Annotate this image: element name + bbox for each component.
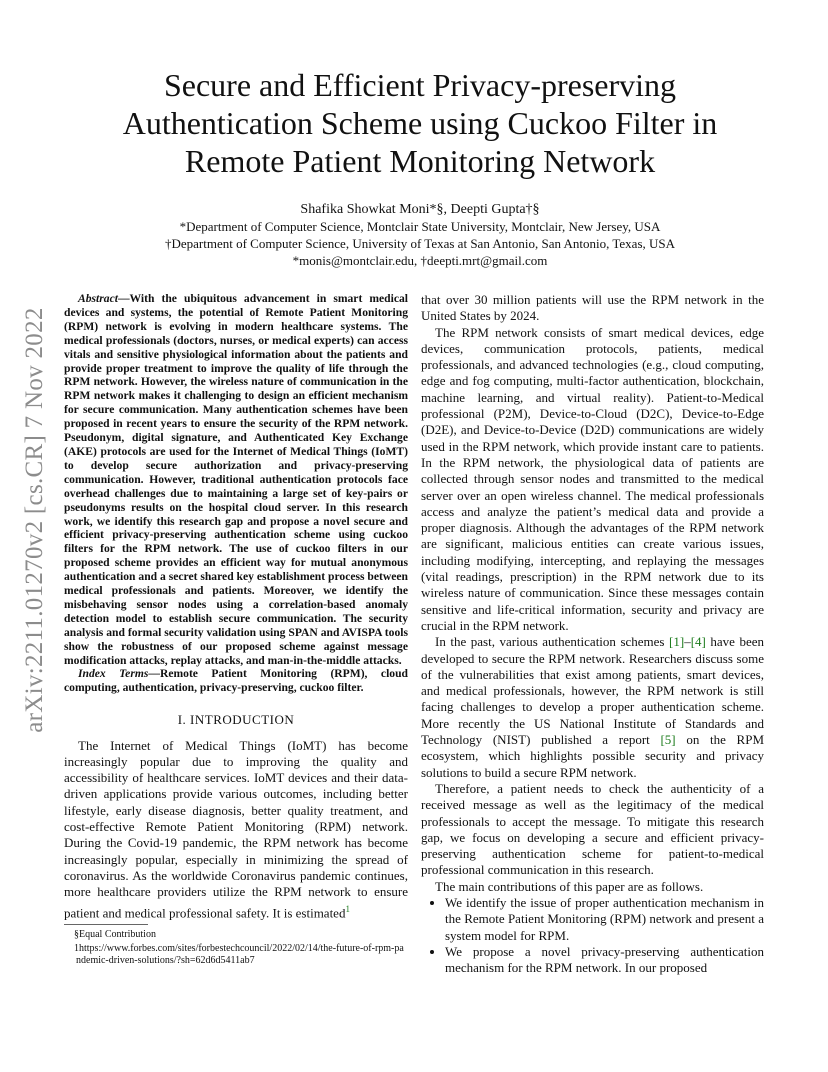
- intro-paragraph-3: [421, 634, 764, 781]
- contributions-intro: The main contributions of this paper are as follows.: [435, 878, 704, 894]
- citation-dash: –: [684, 634, 691, 650]
- affiliation-montclair: *Department of Computer Science, Montclair State University, Montclair, New Jersey, USA: [179, 219, 661, 234]
- authors: Shafika Showkat Moni*§, Deepti Gupta†§: [300, 202, 540, 217]
- footnote-url[interactable]: 1https://www.forbes.com/sites/forbestechcouncil/2022/02/14/the-future-of-rpm-pandemic-driven-solutions/?sh=62d6d5411ab7: [74, 943, 404, 966]
- intro-paragraph-2: The RPM network consists of smart medical devices, edge devices, communication protocols, patients, medical professionals, and advanced technologies (e.g., cloud computing, edge and fog computing, multi-factor authentication, blockchain, machine learning, and virtual reality). Patient-to-Medical professional (P2M), Device-to-Cloud (D2C), Device-to-Edge (D2E), and Device-to-Device (D2D) communications are widely used in the RPM network, which provide instant care to patients. In the RPM network, the physiological data of patients are collected through sensor nodes and transmitted to the medical server over an open wireless channel. The medical professionals access and analyze the patient’s medical data and provide a proper diagnosis. Although the advantages of the RPM network are significant, malicious entities can create various issues, including modifying, intercepting, and replaying the messages (vital readings, prescription) in the RPM network due to its wireless nature of communication. Since these messages contain sensitive and life-critical information, security and privacy are crucial in the RPM network.: [421, 324, 764, 633]
- paper-title: [70, 66, 770, 180]
- para3-text-b: have been developed to secure the RPM network. Researchers discuss some of the vulnerabilities that exist among patients, smart devices, and medical professionals, however, the RPM network is still facing challenges to develop a proper authentication scheme. More recently the US National Institute of Standards and Technology (NIST) published a report: [421, 634, 764, 748]
- abstract: [64, 292, 408, 667]
- para3-text-a: In the past, various authentication schemes: [435, 634, 670, 650]
- title-line-1: Secure and Efficient Privacy-preserving: [163, 67, 677, 103]
- arxiv-id: arXiv:2211.01270v2 [cs.CR] 7 Nov 2022: [21, 307, 48, 733]
- abstract-lead: Abstract: [78, 292, 118, 305]
- citation-5[interactable]: [5]: [660, 732, 676, 748]
- title-line-3: Remote Patient Monitoring Network: [184, 143, 656, 179]
- section-heading-introduction: I. INTRODUCTION: [177, 712, 295, 728]
- footnotes: [64, 924, 408, 969]
- citation-4[interactable]: [4]: [690, 634, 706, 650]
- author-emails: *monis@montclair.edu, †deepti.mrt@gmail.com: [292, 253, 548, 268]
- index-terms: [64, 667, 408, 695]
- title-line-2: Authentication Scheme using Cuckoo Filter in: [122, 105, 718, 141]
- intro-paragraph-1-text: The Internet of Medical Things (IoMT) has become increasingly popular due to improving the quality and accessibility of healthcare services. IoMT devices and their data-driven applications provide various outcomes, including better lifestyle, early disease diagnosis, better quality treatment, and cost-effective Remote Patient Monitoring (RPM) network. During the Covid-19 pandemic, the RPM network has become increasingly popular, especially in minimizing the spread of coronavirus. As the worldwide Coronavirus pandemic continues, more healthcare providers utilize the RPM network to ensure patient and medical professional safety. It is estimated: [64, 737, 408, 920]
- contributions-list: [421, 895, 764, 976]
- abstract-body: —With the ubiquitous advancement in smart medical devices and systems, the potential of Remote Patient Monitoring (RPM) network is evolving in modern healthcare systems. The medical professionals (doctors, nurses, or medical experts) can access vitals and sensitive physiological information about the patients and provide proper treatment to improve the quality of life through the RPM network. However, the wireless nature of communication in the RPM network makes it challenging to design an efficient mechanism for secure communication. Many authentication schemes have been proposed in recent years to ensure the security of the RPM network. Pseudonym, digital signature, and Authenticated Key Exchange (AKE) protocols are used for the Internet of Medical Things (IoMT) to develop secure authorization and privacy-preserving communication. However, traditional authentication protocols face overhead challenges due to maintaining a large set of key-pairs or pseudonyms results on the hospital cloud server. In this research work, we identify this research gap and propose a novel secure and efficient privacy-preserving authentication scheme using cuckoo filters for the RPM network. The use of cuckoo filters in our proposed scheme provides an efficient way for mutual anonymous authentication and a secret shared key establishment process between medical professionals and patients. Moreover, we identify the misbehaving sensor nodes using a correlation-based anomaly detection model to establish secure communication. The security analysis and formal security validation using SPAN and AVISPA tools show the robustness of our proposed scheme against message modification attacks, replay attacks, and man-in-the-middle attacks.: [64, 292, 408, 667]
- footnote-equal-contribution: §Equal Contribution: [74, 929, 156, 940]
- citation-1[interactable]: [1]: [669, 634, 685, 650]
- right-column: [421, 292, 764, 976]
- footnote-rule: [64, 924, 148, 925]
- intro-paragraph-4: Therefore, a patient needs to check the authenticity of a received message as well as the legitimacy of the medical professionals to accept the message. To mitigate this research gap, we focus on developing a secure and efficient privacy-preserving authentication scheme for patient-to-medical professional communication in this research.: [421, 780, 764, 878]
- para3-text-c: on the RPM ecosystem, which highlights possible security and privacy solutions to build a secure RPM network.: [421, 732, 764, 780]
- contribution-item: • We identify the issue of proper authentication mechanism in the Remote Patient Monitoring (RPM) network and present a system model for RPM.: [445, 895, 764, 944]
- index-terms-lead: Index Terms: [78, 667, 149, 681]
- index-terms-body: —Remote Patient Monitoring (RPM), cloud computing, authentication, privacy-preserving, cuckoo filter.: [64, 667, 408, 695]
- footnote-mark[interactable]: 1: [345, 903, 350, 914]
- left-column: [64, 292, 408, 921]
- intro-paragraph-continued: that over 30 million patients will use the RPM network in the United States by 2024.: [421, 292, 764, 324]
- affiliation-utsa: †Department of Computer Science, University of Texas at San Antonio, San Antonio, Texas, USA: [164, 236, 676, 251]
- arxiv-watermark: [0, 280, 70, 760]
- contribution-item: • We propose a novel privacy-preserving authentication mechanism for the RPM network. In our proposed: [445, 944, 764, 977]
- intro-paragraph-1: [64, 738, 408, 922]
